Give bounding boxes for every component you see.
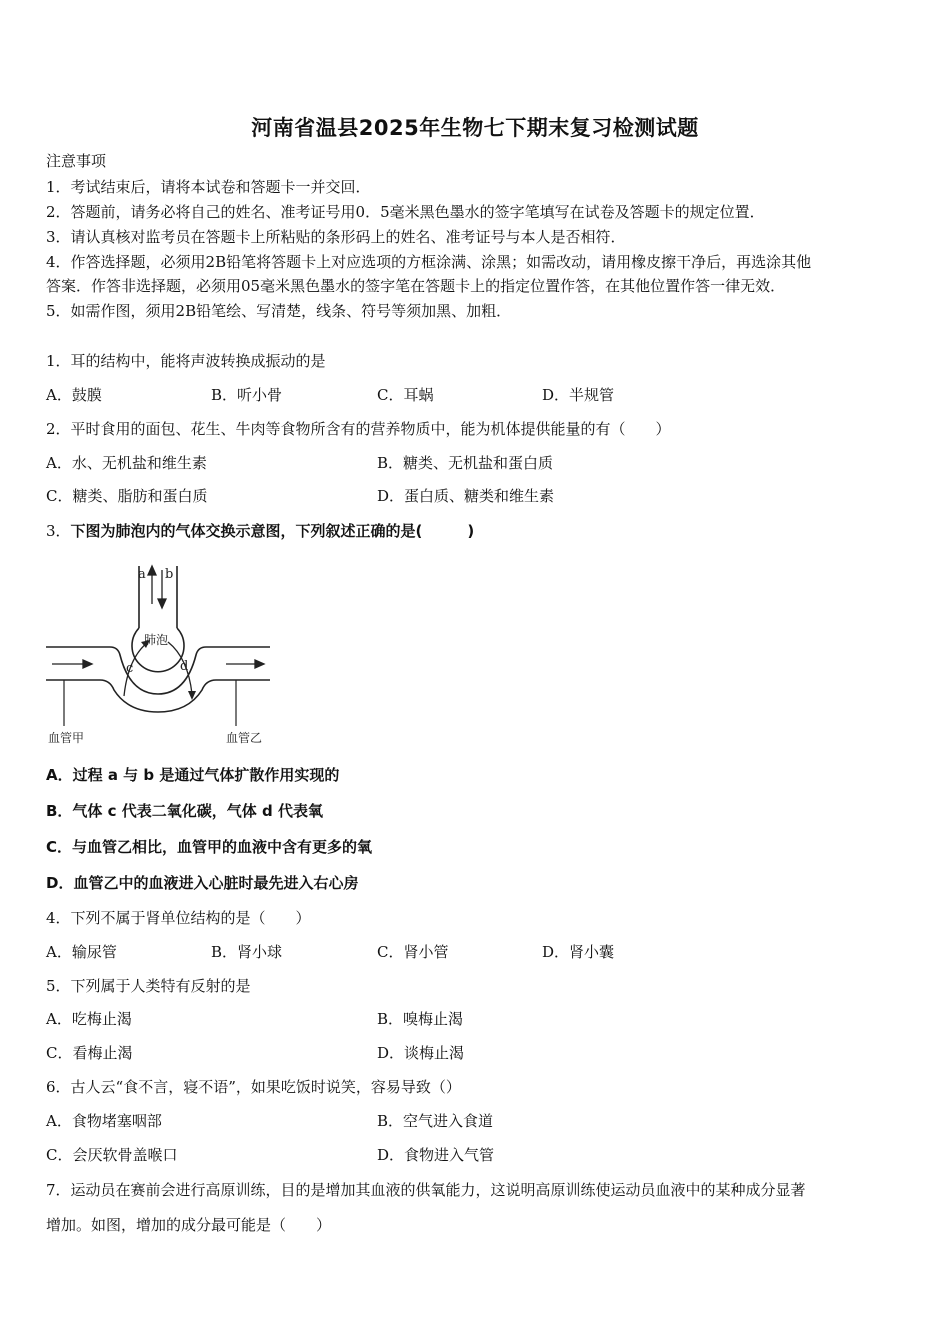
question-1-option-d: D．半规管 xyxy=(542,386,615,404)
question-3-stem xyxy=(46,521,474,541)
label-a: a xyxy=(138,567,146,582)
flow-arrow-right-head xyxy=(255,660,264,668)
label-vessel-jia: 血管甲 xyxy=(48,731,85,745)
arrow-b-head xyxy=(158,599,166,608)
question-6-option-b: B．空气进入食道 xyxy=(377,1112,494,1130)
question-3-option-c: C．与血管乙相比，血管甲的血液中含有更多的氧 xyxy=(46,838,373,856)
notice-item: 3．请认真核对监考员在答题卡上所粘贴的条形码上的姓名、准考证号与本人是否相符． xyxy=(46,228,626,246)
question-3-option-a: A．过程 a 与 b 是通过气体扩散作用实现的 xyxy=(46,766,340,784)
page-title: 河南省温县2025年生物七下期末复习检测试题 xyxy=(251,116,699,140)
question-2-option-c: C．糖类、脂肪和蛋白质 xyxy=(46,487,208,505)
notice-item: 4．作答选择题，必须用2B铅笔将答题卡上对应选项的方框涂满、涂黑；如需改动，请用橡皮擦干净后，再选涂其他 xyxy=(46,253,812,271)
question-6-stem: 6．古人云“食不言，寝不语”，如果吃饭时说笑，容易导致（） xyxy=(46,1078,461,1096)
question-5-stem: 5．下列属于人类特有反射的是 xyxy=(46,977,251,995)
notice-item: 1．考试结束后，请将本试卷和答题卡一并交回． xyxy=(46,178,371,196)
question-6-option-a: A．食物堵塞咽部 xyxy=(46,1112,162,1130)
question-5-option-b: B．嗅梅止渴 xyxy=(377,1010,464,1028)
question-2-option-b: B．糖类、无机盐和蛋白质 xyxy=(377,454,554,472)
label-alveolus: 肺泡 xyxy=(144,633,169,647)
question-4-option-c: C．肾小管 xyxy=(377,943,449,961)
question-5-option-c: C．看梅止渴 xyxy=(46,1044,133,1062)
notice-item: 2．答题前，请务必将自己的姓名、准考证号用0．5毫米黑色墨水的签字笔填写在试卷及答题卡的规定位置． xyxy=(46,203,765,221)
label-b: b xyxy=(165,567,174,582)
question-3-number: 3． xyxy=(46,522,71,540)
label-c: c xyxy=(126,661,134,676)
question-4-option-a: A．输尿管 xyxy=(46,943,117,961)
label-vessel-yi: 血管乙 xyxy=(226,731,263,745)
question-2-option-a: A．水、无机盐和维生素 xyxy=(46,454,207,472)
question-6-option-d: D．食物进入气管 xyxy=(377,1146,495,1164)
question-1-option-c: C．耳蜗 xyxy=(377,386,434,404)
question-2-option-d: D．蛋白质、糖类和维生素 xyxy=(377,487,555,505)
question-5-option-a: A．吃梅止渴 xyxy=(46,1010,132,1028)
question-2-stem: 2．平时食用的面包、花生、牛肉等食物所含有的营养物质中，能为机体提供能量的有（ ） xyxy=(46,420,671,438)
question-1-option-b: B．听小骨 xyxy=(211,386,283,404)
notice-item: 5．如需作图，须用2B铅笔绘、写清楚，线条、符号等须加黑、加粗． xyxy=(46,302,512,320)
notice-item: 答案．作答非选择题，必须用05毫米黑色墨水的签字笔在答题卡上的指定位置作答，在其他位置作答一律无效． xyxy=(46,277,786,295)
question-6-option-c: C．会厌软骨盖喉口 xyxy=(46,1146,178,1164)
question-4-stem: 4．下列不属于肾单位结构的是（ ） xyxy=(46,909,311,927)
notice-heading: 注意事项 xyxy=(46,152,107,170)
question-4-option-b: B．肾小球 xyxy=(211,943,283,961)
question-3-option-d: D．血管乙中的血液进入心脏时最先进入右心房 xyxy=(46,874,359,892)
question-3-text: 下图为肺泡内的气体交换示意图，下列叙述正确的是( ) xyxy=(70,522,475,540)
question-7-stem-continued: 增加。如图，增加的成分最可能是（ ） xyxy=(46,1216,332,1234)
question-3-option-b: B．气体 c 代表二氧化碳，气体 d 代表氧 xyxy=(46,802,323,820)
alveolus-gas-exchange-diagram xyxy=(44,560,276,752)
question-1-option-a: A．鼓膜 xyxy=(46,386,102,404)
arrow-a-head xyxy=(148,566,156,575)
question-5-option-d: D．谈梅止渴 xyxy=(377,1044,465,1062)
question-7-stem: 7．运动员在赛前会进行高原训练，目的是增加其血液的供氧能力，这说明高原训练使运动员血液中的某种成分显著 xyxy=(46,1181,806,1199)
label-d: d xyxy=(180,659,189,674)
question-4-option-d: D．肾小囊 xyxy=(542,943,615,961)
flow-arrow-left-head xyxy=(83,660,92,668)
question-1-stem: 1．耳的结构中，能将声波转换成振动的是 xyxy=(46,352,326,370)
